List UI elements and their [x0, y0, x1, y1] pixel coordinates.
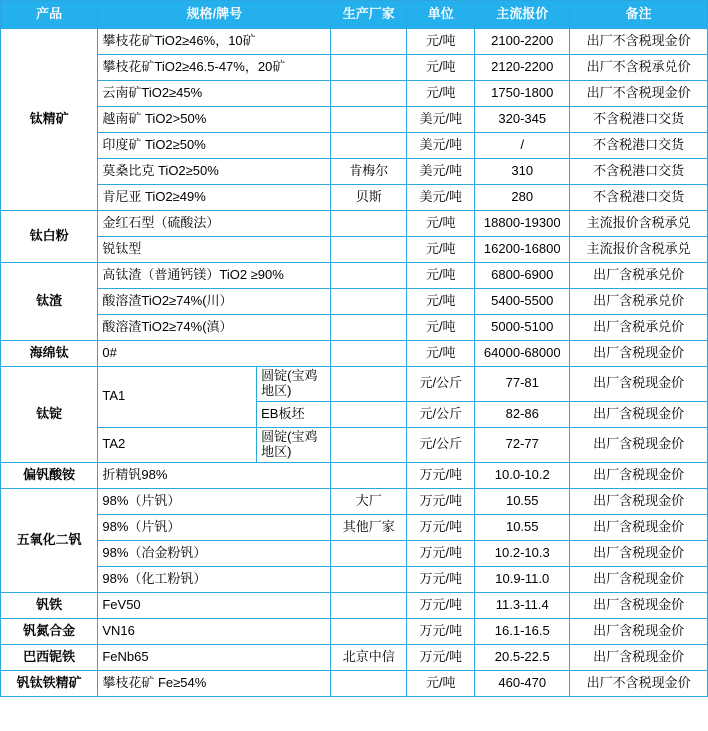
cell-maker	[331, 263, 407, 289]
cell-maker	[331, 211, 407, 237]
cell-price: 10.0-10.2	[475, 462, 570, 488]
cell-maker	[331, 315, 407, 341]
cell-maker	[331, 81, 407, 107]
cell-maker	[331, 670, 407, 696]
cell-unit: 万元/吨	[407, 566, 475, 592]
header-product: 产品	[1, 1, 98, 29]
table-row	[1, 670, 708, 696]
cell-unit: 万元/吨	[407, 488, 475, 514]
table-row	[1, 514, 708, 540]
cell-note: 出厂含税现金价	[570, 540, 708, 566]
cell-unit: 元/吨	[407, 263, 475, 289]
cell-unit: 元/吨	[407, 315, 475, 341]
cell-unit: 元/吨	[407, 289, 475, 315]
cell-spec: 印度矿 TiO2≥50%	[98, 133, 331, 159]
cell-note: 出厂不含税承兑价	[570, 55, 708, 81]
cell-spec: 98%（片钒）	[98, 488, 331, 514]
cell-note: 出厂含税现金价	[570, 427, 708, 462]
cell-maker	[331, 592, 407, 618]
cell-spec: 金红石型（硫酸法）	[98, 211, 331, 237]
table-row	[1, 289, 708, 315]
cell-unit: 元/公斤	[407, 367, 475, 402]
cell-price: 10.9-11.0	[475, 566, 570, 592]
cell-price: 5000-5100	[475, 315, 570, 341]
cell-maker: 肯梅尔	[331, 159, 407, 185]
table-row	[1, 367, 708, 402]
table-row	[1, 462, 708, 488]
table-row	[1, 618, 708, 644]
table-row	[1, 29, 708, 55]
cell-price: 460-470	[475, 670, 570, 696]
cell-maker	[331, 289, 407, 315]
cell-unit: 元/吨	[407, 670, 475, 696]
cell-unit: 元/公斤	[407, 427, 475, 462]
cell-unit: 元/公斤	[407, 401, 475, 427]
cell-maker: 大厂	[331, 488, 407, 514]
cell-spec: 98%（冶金粉钒）	[98, 540, 331, 566]
cell-maker	[331, 401, 407, 427]
cell-spec-sub: 圆锭(宝鸡地区)	[257, 427, 331, 462]
header-note: 备注	[570, 1, 708, 29]
cell-note: 出厂含税现金价	[570, 341, 708, 367]
cell-product: 钒氮合金	[1, 618, 98, 644]
cell-note: 出厂含税承兑价	[570, 289, 708, 315]
cell-note: 出厂不含税现金价	[570, 670, 708, 696]
table-row	[1, 133, 708, 159]
header-row	[1, 1, 708, 29]
cell-unit: 万元/吨	[407, 462, 475, 488]
cell-product: 海绵钛	[1, 341, 98, 367]
cell-unit: 元/吨	[407, 237, 475, 263]
cell-price: 77-81	[475, 367, 570, 402]
cell-spec: FeNb65	[98, 644, 331, 670]
cell-product: 五氧化二钒	[1, 488, 98, 592]
cell-price: /	[475, 133, 570, 159]
cell-maker	[331, 462, 407, 488]
cell-price: 72-77	[475, 427, 570, 462]
cell-unit: 万元/吨	[407, 592, 475, 618]
table-row	[1, 644, 708, 670]
cell-unit: 万元/吨	[407, 644, 475, 670]
cell-product: 巴西铌铁	[1, 644, 98, 670]
cell-price: 320-345	[475, 107, 570, 133]
header-spec: 规格/牌号	[98, 1, 331, 29]
cell-spec: 锐钛型	[98, 237, 331, 263]
header-unit: 单位	[407, 1, 475, 29]
cell-note: 不含税港口交货	[570, 185, 708, 211]
cell-price: 5400-5500	[475, 289, 570, 315]
cell-maker	[331, 133, 407, 159]
cell-spec: 98%（化工粉钒）	[98, 566, 331, 592]
cell-note: 出厂含税现金价	[570, 488, 708, 514]
cell-note: 出厂含税现金价	[570, 566, 708, 592]
cell-price: 2120-2200	[475, 55, 570, 81]
cell-unit: 元/吨	[407, 341, 475, 367]
table-row	[1, 159, 708, 185]
cell-product: 钛白粉	[1, 211, 98, 263]
cell-note: 出厂不含税现金价	[570, 29, 708, 55]
cell-spec: 高钛渣（普通钙镁）TiO2 ≥90%	[98, 263, 331, 289]
cell-note: 出厂不含税现金价	[570, 81, 708, 107]
cell-product: 钛锭	[1, 367, 98, 463]
cell-maker: 北京中信	[331, 644, 407, 670]
cell-spec: 98%（片钒）	[98, 514, 331, 540]
cell-spec: 酸溶渣TiO2≥74%(川）	[98, 289, 331, 315]
cell-spec: 攀枝花矿 Fe≥54%	[98, 670, 331, 696]
cell-note: 主流报价含税承兑	[570, 237, 708, 263]
cell-note: 出厂含税现金价	[570, 401, 708, 427]
cell-spec: VN16	[98, 618, 331, 644]
cell-maker	[331, 618, 407, 644]
cell-spec: 云南矿TiO2≥45%	[98, 81, 331, 107]
cell-note: 出厂含税现金价	[570, 644, 708, 670]
cell-product: 偏钒酸铵	[1, 462, 98, 488]
cell-unit: 万元/吨	[407, 618, 475, 644]
cell-price: 2100-2200	[475, 29, 570, 55]
cell-maker: 贝斯	[331, 185, 407, 211]
cell-maker	[331, 427, 407, 462]
cell-maker: 其他厂家	[331, 514, 407, 540]
cell-note: 出厂含税现金价	[570, 592, 708, 618]
table-row	[1, 488, 708, 514]
cell-maker	[331, 237, 407, 263]
cell-note: 不含税港口交货	[570, 133, 708, 159]
cell-spec: 肯尼亚 TiO2≥49%	[98, 185, 331, 211]
cell-product: 钒铁	[1, 592, 98, 618]
cell-unit: 美元/吨	[407, 159, 475, 185]
cell-spec: 越南矿 TiO2>50%	[98, 107, 331, 133]
cell-note: 出厂含税现金价	[570, 618, 708, 644]
cell-note: 主流报价含税承兑	[570, 211, 708, 237]
cell-spec: TA1	[98, 367, 257, 428]
cell-note: 出厂含税承兑价	[570, 263, 708, 289]
table-row	[1, 81, 708, 107]
cell-spec: TA2	[98, 427, 257, 462]
cell-price: 16.1-16.5	[475, 618, 570, 644]
table-row	[1, 427, 708, 462]
cell-price: 64000-68000	[475, 341, 570, 367]
cell-spec: 酸溶渣TiO2≥74%(滇）	[98, 315, 331, 341]
header-maker: 生产厂家	[331, 1, 407, 29]
table-row	[1, 341, 708, 367]
cell-unit: 美元/吨	[407, 107, 475, 133]
cell-price: 82-86	[475, 401, 570, 427]
cell-price: 10.55	[475, 514, 570, 540]
cell-price: 280	[475, 185, 570, 211]
cell-note: 出厂含税承兑价	[570, 315, 708, 341]
cell-note: 出厂含税现金价	[570, 514, 708, 540]
cell-unit: 美元/吨	[407, 185, 475, 211]
cell-note: 不含税港口交货	[570, 159, 708, 185]
table-row	[1, 185, 708, 211]
cell-spec: FeV50	[98, 592, 331, 618]
cell-maker	[331, 566, 407, 592]
cell-unit: 元/吨	[407, 29, 475, 55]
cell-note: 出厂含税现金价	[570, 462, 708, 488]
cell-price: 310	[475, 159, 570, 185]
cell-maker	[331, 341, 407, 367]
cell-unit: 万元/吨	[407, 540, 475, 566]
table-header	[1, 1, 708, 29]
cell-spec: 莫桑比克 TiO2≥50%	[98, 159, 331, 185]
cell-maker	[331, 55, 407, 81]
cell-price: 11.3-11.4	[475, 592, 570, 618]
cell-spec: 攀枝花矿TiO2≥46%，10矿	[98, 29, 331, 55]
cell-unit: 元/吨	[407, 81, 475, 107]
table-row	[1, 315, 708, 341]
header-price: 主流报价	[475, 1, 570, 29]
cell-product: 钛渣	[1, 263, 98, 341]
cell-unit: 万元/吨	[407, 514, 475, 540]
table-row	[1, 55, 708, 81]
cell-spec: 折精钒98%	[98, 462, 331, 488]
cell-spec: 0#	[98, 341, 331, 367]
cell-maker	[331, 29, 407, 55]
cell-price: 1750-1800	[475, 81, 570, 107]
cell-price: 18800-19300	[475, 211, 570, 237]
cell-price: 6800-6900	[475, 263, 570, 289]
table-row	[1, 592, 708, 618]
table-body	[1, 29, 708, 697]
cell-spec-sub: EB板坯	[257, 401, 331, 427]
cell-spec: 攀枝花矿TiO2≥46.5-47%，20矿	[98, 55, 331, 81]
cell-note: 不含税港口交货	[570, 107, 708, 133]
cell-maker	[331, 540, 407, 566]
cell-price: 10.55	[475, 488, 570, 514]
cell-unit: 元/吨	[407, 55, 475, 81]
cell-price: 10.2-10.3	[475, 540, 570, 566]
cell-product: 钛精矿	[1, 29, 98, 211]
table-row	[1, 540, 708, 566]
cell-price: 20.5-22.5	[475, 644, 570, 670]
cell-maker	[331, 367, 407, 402]
table-row	[1, 211, 708, 237]
table-row	[1, 237, 708, 263]
cell-maker	[331, 107, 407, 133]
cell-note: 出厂含税现金价	[570, 367, 708, 402]
cell-product: 钒钛铁精矿	[1, 670, 98, 696]
table-row	[1, 263, 708, 289]
cell-price: 16200-16800	[475, 237, 570, 263]
cell-unit: 元/吨	[407, 211, 475, 237]
cell-spec-sub: 圆锭(宝鸡地区)	[257, 367, 331, 402]
table-row	[1, 107, 708, 133]
table-row	[1, 566, 708, 592]
cell-unit: 美元/吨	[407, 133, 475, 159]
